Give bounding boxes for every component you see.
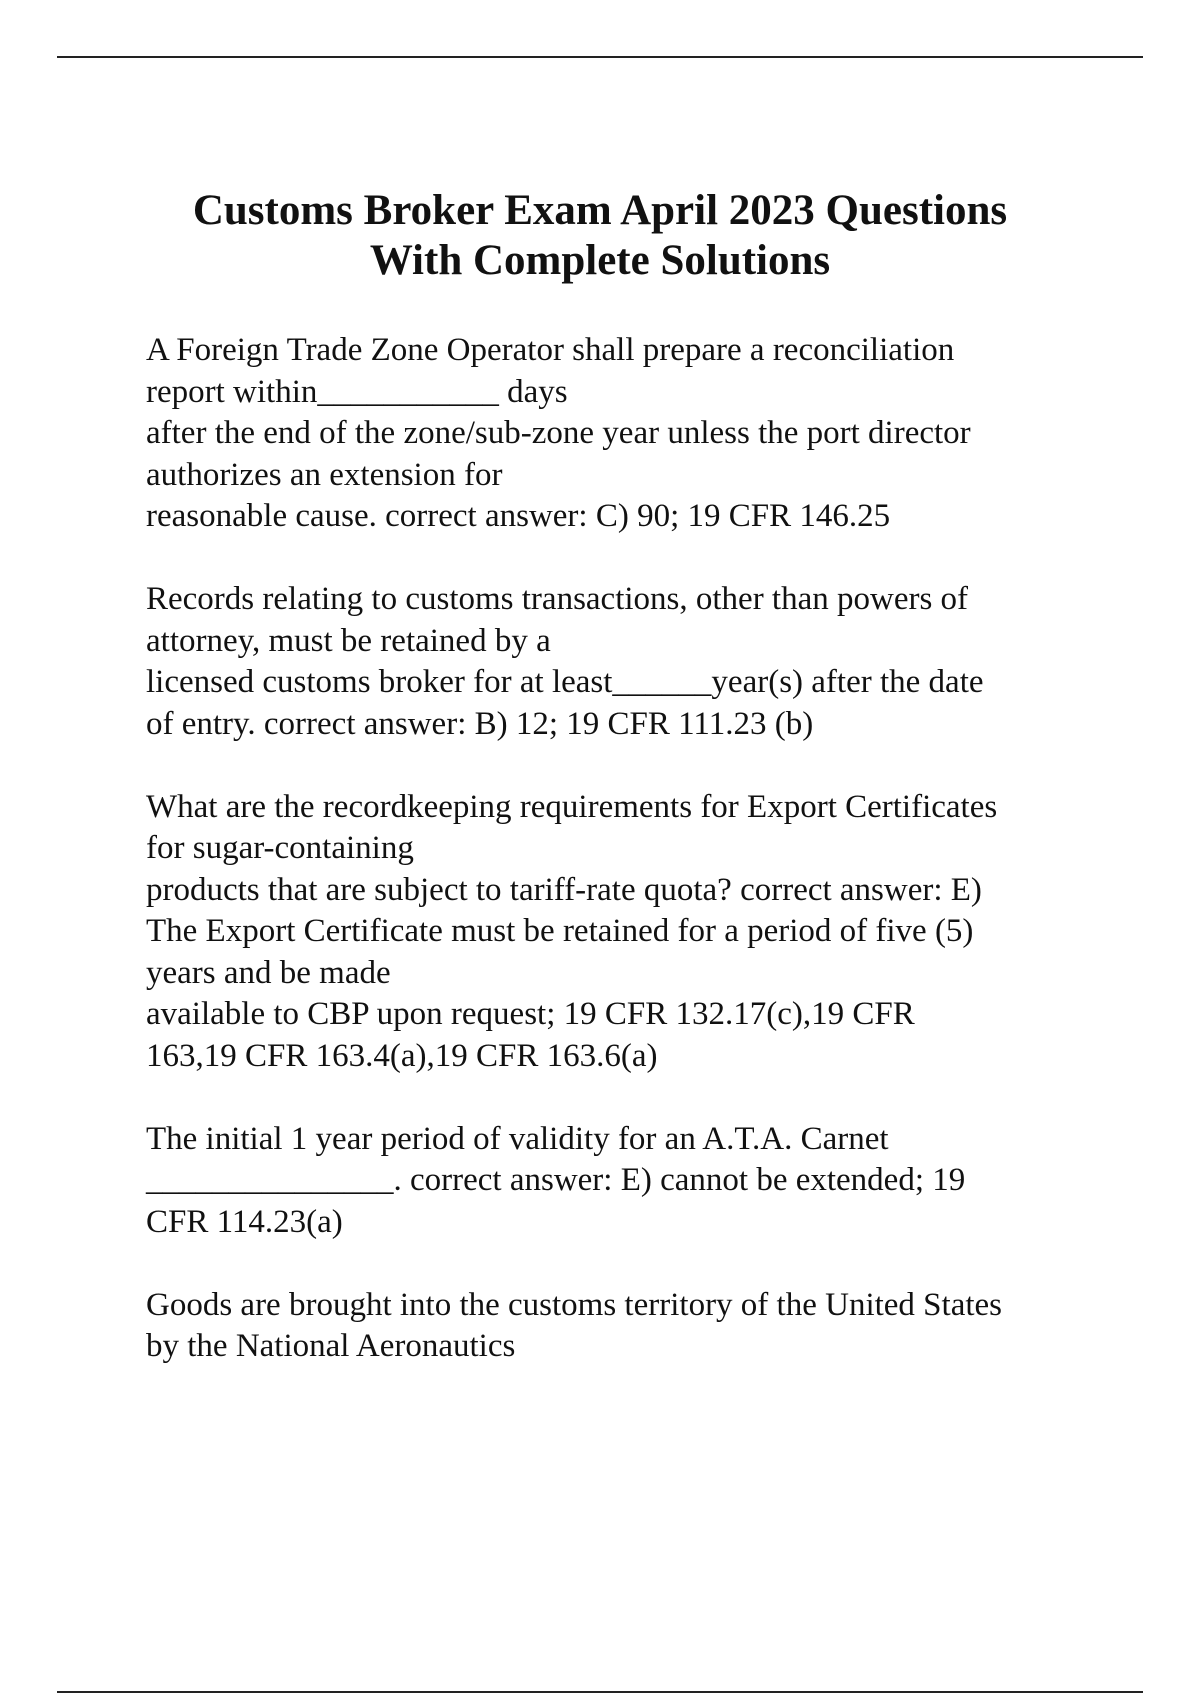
- qa-entry-4: [146, 1119, 1146, 1244]
- text-line: _______________. correct answer: E) cannot be extended; 19: [146, 1162, 966, 1198]
- text-line: A Foreign Trade Zone Operator shall prepare a reconciliation: [146, 332, 955, 368]
- qa-entry-2: [146, 579, 1146, 745]
- bottom-divider: [57, 1691, 1143, 1693]
- qa-entry-5: [146, 1285, 1146, 1368]
- text-line: licensed customs broker for at least______year(s) after the date: [146, 664, 984, 700]
- text-line: 163,19 CFR 163.4(a),19 CFR 163.6(a): [146, 1037, 658, 1074]
- text-line: The Export Certificate must be retained for a period of five (5): [146, 913, 974, 949]
- text-line: reasonable cause. correct answer: C) 90; 19 CFR 146.25: [146, 498, 891, 534]
- text-line: after the end of the zone/sub-zone year unless the port director: [146, 415, 971, 451]
- text-line: attorney, must be retained by a: [146, 622, 551, 659]
- title-line-2: With Complete Solutions: [369, 237, 831, 284]
- text-line: report within___________ days: [146, 373, 568, 410]
- text-line: Records relating to customs transactions, other than powers of: [146, 581, 969, 617]
- text-line: The initial 1 year period of validity for an A.T.A. Carnet: [146, 1120, 889, 1157]
- top-divider: [57, 56, 1143, 58]
- text-line: by the National Aeronautics: [146, 1328, 516, 1364]
- text-line: Goods are brought into the customs territory of the United States: [146, 1286, 1003, 1323]
- text-line: for sugar-containing: [146, 830, 414, 866]
- text-line: years and be made: [146, 954, 391, 991]
- document-body: [146, 330, 1146, 1409]
- title-line-1: Customs Broker Exam April 2023 Questions: [192, 187, 1008, 234]
- qa-entry-1: [146, 330, 1146, 538]
- text-line: What are the recordkeeping requirements for Export Certificates: [146, 788, 998, 825]
- qa-entry-3: [146, 787, 1146, 1078]
- text-line: available to CBP upon request; 19 CFR 132.17(c),19 CFR: [146, 996, 915, 1032]
- page-title: [0, 186, 1200, 286]
- text-line: products that are subject to tariff-rate quota? correct answer: E): [146, 871, 982, 908]
- text-line: of entry. correct answer: B) 12; 19 CFR 111.23 (b): [146, 705, 814, 742]
- text-line: authorizes an extension for: [146, 456, 503, 493]
- text-line: CFR 114.23(a): [146, 1203, 343, 1240]
